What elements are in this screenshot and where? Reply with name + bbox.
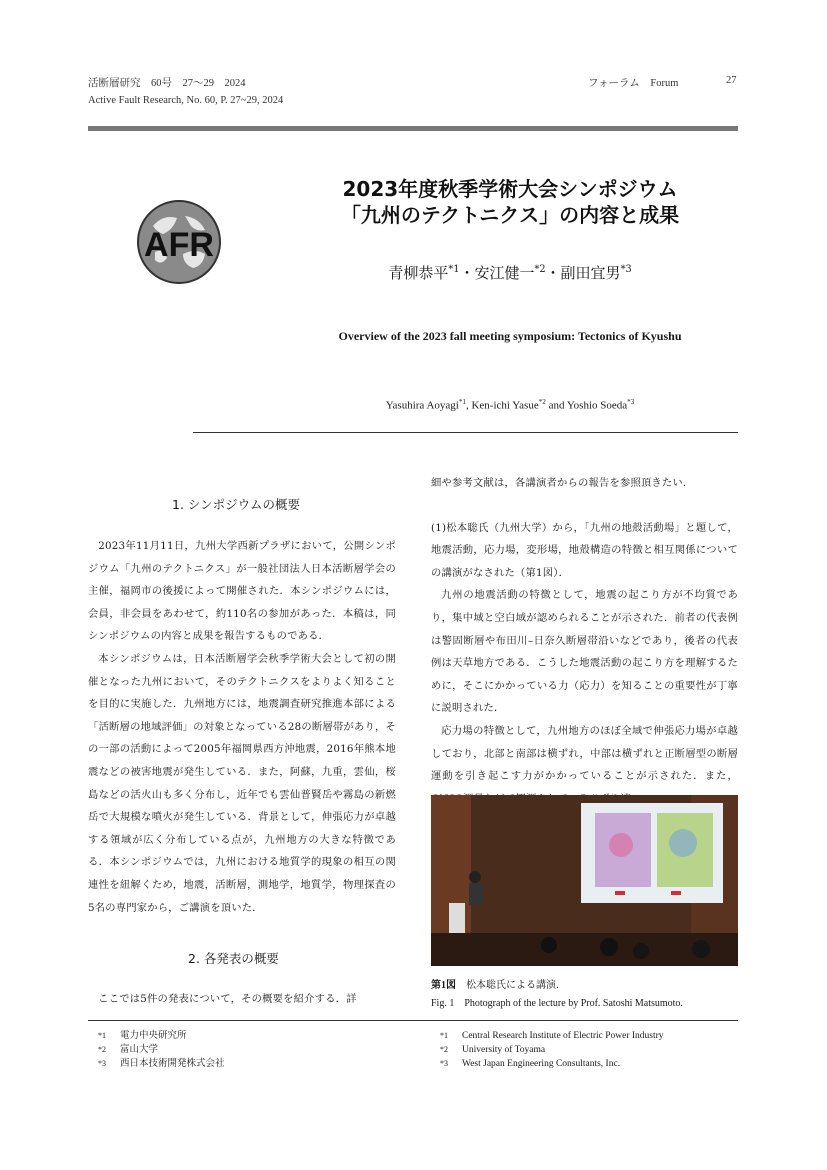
figure-caption-en	[431, 994, 683, 1009]
title-line-2: 「九州のテクトニクス」の内容と成果	[340, 203, 680, 227]
author-3-en-mark: *3	[627, 398, 635, 406]
author-1-mark: *1	[448, 264, 460, 275]
header-rule	[88, 126, 738, 131]
lecture-photo	[431, 795, 738, 966]
section-1-paragraph-2: 本シンポジウムは，日本活断層学会秋季学術大会として初の開催となった九州において，そのテクトニクスをよりよく知ることを目的に実施した．九州地方には，地震調査研究推進本部による「活断層の地域評価」の対象となっている28の断層帯があり，その一部の活動によって2005年福岡県西方沖地震，2016年熊本地震などの被害地震が発生している．また，阿蘇，九重，雲仙，桜島などの活火山も多く分布し，近年でも雲仙普賢岳や霧島の新燃岳で大規模な噴火が発生している．背景として，伸張応力が卓越する領域が広く分布している点が，九州地方の大きな特徴である．本シンポジウムでは，九州における地質学的現象の相互の関連性を紐解くため，地震，活断層，測地学，地質学，物理探査の5名の専門家から，ご講演を頂いた．	[88, 652, 396, 914]
figure-caption-jp	[431, 976, 566, 991]
journal-header-en: Active Fault Research, No. 60, P. 27~29, 2024	[88, 95, 284, 106]
authors-en	[300, 398, 720, 412]
continued-paragraph: 細や参考文献は，各講演者からの報告を参照頂きたい．	[431, 477, 694, 489]
figure-caption-en-text: Photograph of the lecture by Prof. Satoshi Matsumoto.	[464, 998, 683, 1009]
footnote-en-2: *2 University of Toyama	[440, 1045, 546, 1055]
authors-jp	[300, 262, 720, 283]
talk-1-paragraph-2: 九州の地震活動の特徴として，地震の起こり方が不均質であり，集中域と空白域が認められることが示された．前者の代表例は警固断層や布田川–日奈久断層帯沿いなどであり，後者の代表例は天草地方である．こうした地震活動の起こり方を理解するために，そこにかかっている力（応力）を知ることの重要性が丁寧に説明された．	[431, 589, 738, 715]
footnote-jp-3: *3 西日本技術開発株式会社	[98, 1059, 225, 1069]
page-number: 27	[726, 75, 737, 86]
talk-1-paragraph-3: 応力場の特徴として，九州地方のほぼ全域で伸張応力場が卓越しており，北部と南部は横ずれ，中部は横ずれと正断層型の断層運動を引き起こす力がかかっていることが示された．また，	[431, 724, 738, 783]
author-3-en: and Yoshio Soeda	[545, 399, 628, 412]
author-1-jp: 青柳恭平	[388, 264, 449, 282]
footnote-jp-1: *1 電力中央研究所	[98, 1031, 187, 1041]
author-2-en-mark: *2	[538, 398, 546, 406]
section-1-paragraph-1: 2023年11月11日，九州大学西新プラザにおいて，公開シンポジウム「九州のテクトニクス」が一般社団法人日本活断層学会の主催，福岡市の後援によって開催された．本シンポジウムには，会員，非会員をあわせて，約110名の参加があった．本稿は，同シンポジウムの内容と成果を報告するものである．	[88, 540, 396, 643]
right-column-text	[431, 472, 738, 810]
figure-label-en: Fig. 1	[431, 998, 455, 1009]
section-2-body	[88, 988, 396, 1011]
author-2-en: , Ken-ichi Yasue	[465, 399, 539, 412]
footnotes-en	[440, 1029, 664, 1071]
author-3-jp: ・副田宜男	[545, 264, 621, 282]
footnote-rule	[88, 1020, 738, 1021]
globe-logo-icon	[133, 196, 225, 288]
talk-1-intro: (1)松本聡氏（九州大学）から，「九州の地殻活動場」と題して，地震活動，応力場，変形場，地殻構造の特徴と相互関係についての講演がなされた（第1図）．	[431, 521, 738, 579]
figure-label-jp: 第1図	[431, 980, 456, 991]
afr-logo	[133, 196, 225, 288]
footnote-jp-2: *2 富山大学	[98, 1045, 159, 1055]
footnotes-jp	[98, 1029, 225, 1071]
title-divider	[193, 432, 738, 433]
footnote-en-1: *1 Central Research Institute of Electric Power Industry	[440, 1031, 664, 1041]
author-3-mark: *3	[620, 264, 632, 275]
author-2-jp: ・安江健一	[459, 264, 535, 282]
author-2-mark: *2	[534, 264, 546, 275]
section-1-heading: 1. シンポジウムの概要	[172, 497, 300, 512]
author-1-en: Yasuhira Aoyagi	[385, 399, 459, 412]
figure-caption-jp-text: 松本聡氏による講演．	[466, 980, 566, 991]
section-2-heading: 2. 各発表の概要	[188, 951, 279, 966]
title-line-1: 2023年度秋季学術大会シンポジウム	[342, 177, 678, 201]
forum-label: フォーラム Forum	[588, 78, 679, 89]
footnote-en-3: *3 West Japan Engineering Consultants, Inc.	[440, 1059, 621, 1069]
lecture-photo-illustration-icon	[431, 795, 738, 966]
journal-header-jp: 活断層研究 60号 27～29 2024	[88, 78, 246, 89]
logo-text: AFR	[144, 226, 214, 264]
page-title	[300, 176, 720, 228]
section-1-body	[88, 535, 396, 919]
title-en: Overview of the 2023 fall meeting symposium: Tectonics of Kyushu	[338, 329, 682, 343]
author-1-en-mark: *1	[458, 398, 466, 406]
section-2-paragraph-1: ここでは5件の発表について，その概要を紹介する．詳	[98, 993, 357, 1005]
